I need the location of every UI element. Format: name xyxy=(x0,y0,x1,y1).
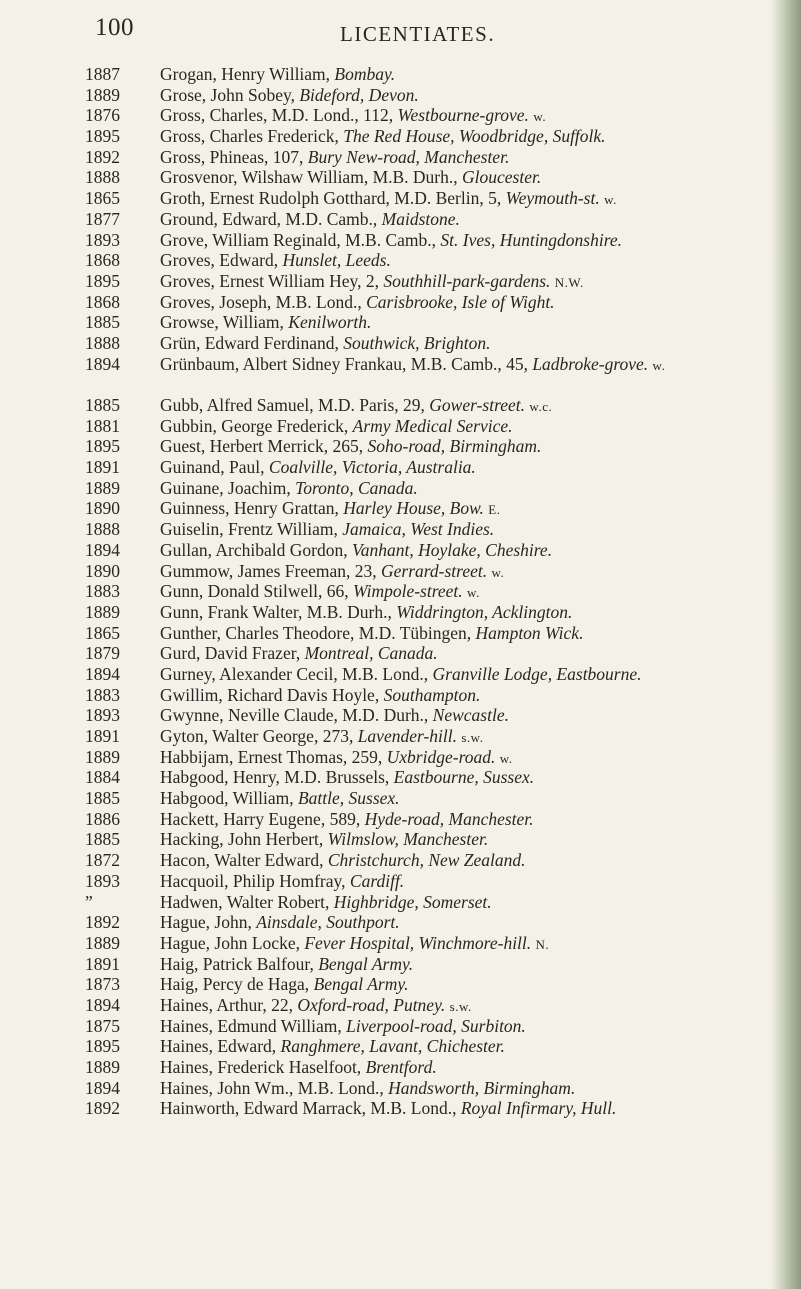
entry-name: Gunn, Frank Walter, M.B. Durh., xyxy=(160,601,392,622)
list-item xyxy=(0,685,801,706)
entry-year: 1865 xyxy=(85,188,120,209)
entry-year: 1890 xyxy=(85,560,120,581)
entry-year: 1894 xyxy=(85,539,120,560)
entry-year: 1891 xyxy=(85,457,120,478)
entry-name: Hague, John, xyxy=(160,912,252,933)
entry-name: Guinness, Henry Grattan, xyxy=(160,498,339,519)
list-item xyxy=(0,498,801,519)
entry-year: 1865 xyxy=(85,622,120,643)
entry-name: Gunther, Charles Theodore, M.D. Tübingen, xyxy=(160,622,472,643)
list-item xyxy=(0,540,801,561)
entry-text xyxy=(147,354,800,377)
entry-text xyxy=(147,230,800,251)
entry-address: Gerrard-street. xyxy=(380,560,488,581)
entry-text xyxy=(147,126,800,147)
list-item xyxy=(0,457,801,478)
entry-year: 1879 xyxy=(85,643,120,664)
entry-year: 1894 xyxy=(85,994,120,1015)
entry-address: Maidstone. xyxy=(381,208,460,229)
entry-year: 1884 xyxy=(85,767,120,788)
entry-address: Granville Lodge, Eastbourne. xyxy=(432,663,642,684)
entry-name: Grün, Edward Ferdinand, xyxy=(160,332,339,353)
page-edge-shadow xyxy=(771,0,801,1289)
entry-text xyxy=(147,685,800,706)
list-item xyxy=(0,395,801,416)
entry-text xyxy=(147,395,800,418)
entry-name: Hackett, Harry Eugene, 589, xyxy=(160,808,361,829)
entry-address: Vanhant, Hoylake, Cheshire. xyxy=(351,539,553,560)
entry-year: 1894 xyxy=(85,353,120,374)
entry-address: Hampton Wick. xyxy=(475,622,584,643)
entry-year: ” xyxy=(85,891,93,912)
list-item xyxy=(0,767,801,788)
entry-address: Bengal Army. xyxy=(318,953,414,974)
entry-year: 1888 xyxy=(85,519,120,540)
entry-name: Groves, Edward, xyxy=(160,250,279,271)
entry-name: Grosvenor, Wilshaw William, M.B. Durh., xyxy=(160,167,458,188)
entry-postal-district: s.w. xyxy=(449,998,472,1014)
list-item xyxy=(0,850,801,871)
entry-text xyxy=(147,498,800,521)
entry-text xyxy=(147,436,800,457)
list-item xyxy=(0,250,801,271)
entry-address: Gower-street. xyxy=(429,395,526,416)
entry-address: Westbourne-grove. xyxy=(397,105,529,126)
entry-address: Liverpool-road, Surbiton. xyxy=(346,1015,526,1036)
entry-year: 1895 xyxy=(85,126,120,147)
list-item xyxy=(0,271,801,292)
entry-name: Ground, Edward, M.D. Camb., xyxy=(160,208,378,229)
entry-name: Gyton, Walter George, 273, xyxy=(160,726,354,747)
entry-name: Groves, Ernest William Hey, 2, xyxy=(160,270,379,291)
list-item xyxy=(0,85,801,106)
list-item xyxy=(0,1016,801,1037)
entry-text xyxy=(147,850,800,871)
entry-name: Hainworth, Edward Marrack, M.B. Lond., xyxy=(160,1098,457,1119)
entry-address: Weymouth-st. xyxy=(505,188,600,209)
entry-text xyxy=(147,664,800,685)
entry-name: Habgood, William, xyxy=(160,788,294,809)
entry-postal-district: N.W. xyxy=(554,274,584,290)
list-item xyxy=(0,747,801,768)
entry-address: Cardiff. xyxy=(349,870,405,891)
entry-text xyxy=(147,333,800,354)
entry-text xyxy=(147,1057,800,1078)
entry-address: Handsworth, Birmingham. xyxy=(388,1077,576,1098)
entry-address: Royal Infirmary, Hull. xyxy=(460,1098,617,1119)
list-item xyxy=(0,788,801,809)
list-item xyxy=(0,1098,801,1119)
entry-name: Grogan, Henry William, xyxy=(160,64,331,84)
entry-address: Wimpole-street. xyxy=(352,581,463,602)
entry-year: 1893 xyxy=(85,229,120,250)
entry-year: 1868 xyxy=(85,291,120,312)
entry-text xyxy=(147,912,800,933)
entry-year: 1894 xyxy=(85,663,120,684)
entry-name: Groves, Joseph, M.B. Lond., xyxy=(160,291,362,312)
entry-name: Grünbaum, Albert Sidney Frankau, M.B. Camb., 45, xyxy=(160,353,528,374)
entry-text xyxy=(147,1036,800,1057)
list-item xyxy=(0,1078,801,1099)
entry-year: 1889 xyxy=(85,1057,120,1078)
entry-name: Gross, Charles, M.D. Lond., 112, xyxy=(160,105,394,126)
entry-name: Gwynne, Neville Claude, M.D. Durh., xyxy=(160,705,429,726)
entry-text xyxy=(147,954,800,975)
entry-year: 1895 xyxy=(85,1036,120,1057)
entry-address: Ainsdale, Southport. xyxy=(256,912,400,933)
entry-year: 1892 xyxy=(85,1098,120,1119)
entry-name: Haines, Edward, xyxy=(160,1036,277,1057)
entry-address: Uxbridge-road. xyxy=(386,746,496,767)
entry-address: Southampton. xyxy=(383,684,481,705)
entry-name: Haines, Frederick Haselfoot, xyxy=(160,1057,362,1078)
entry-year: 1892 xyxy=(85,146,120,167)
entry-year: 1872 xyxy=(85,850,120,871)
running-head: LICENTIATES. xyxy=(340,22,496,46)
entry-postal-district: w. xyxy=(467,585,480,601)
entry-text xyxy=(147,643,800,664)
list-item xyxy=(0,892,801,913)
entry-text xyxy=(147,747,800,770)
licentiates-list xyxy=(0,64,801,1119)
entry-address: Highbridge, Somerset. xyxy=(333,891,492,912)
entry-address: Widdrington, Acklington. xyxy=(396,601,573,622)
entry-year: 1894 xyxy=(85,1077,120,1098)
list-item xyxy=(0,354,801,395)
entry-text xyxy=(147,292,800,313)
entry-year: 1895 xyxy=(85,436,120,457)
list-item xyxy=(0,581,801,602)
entry-year: 1887 xyxy=(85,64,120,84)
entry-name: Guest, Herbert Merrick, 265, xyxy=(160,436,364,457)
entry-text xyxy=(147,478,800,499)
list-item xyxy=(0,478,801,499)
entry-year: 1889 xyxy=(85,932,120,953)
entry-name: Hacking, John Herbert, xyxy=(160,829,324,850)
entry-address: Carisbrooke, Isle of Wight. xyxy=(366,291,555,312)
entry-address: Jamaica, West Indies. xyxy=(342,519,495,540)
list-item xyxy=(0,705,801,726)
entry-name: Guiselin, Frentz William, xyxy=(160,519,338,540)
list-item xyxy=(0,147,801,168)
entry-year: 1885 xyxy=(85,788,120,809)
list-item xyxy=(0,312,801,333)
entry-address: Bengal Army. xyxy=(313,974,409,995)
entry-name: Haines, John Wm., M.B. Lond., xyxy=(160,1077,384,1098)
list-item xyxy=(0,167,801,188)
list-item xyxy=(0,933,801,954)
entry-text xyxy=(147,829,800,850)
entry-name: Guinane, Joachim, xyxy=(160,477,291,498)
entry-name: Haines, Edmund William, xyxy=(160,1015,342,1036)
entry-text xyxy=(147,809,800,830)
entry-year: 1888 xyxy=(85,332,120,353)
list-item xyxy=(0,643,801,664)
list-item xyxy=(0,995,801,1016)
list-item xyxy=(0,292,801,313)
entry-text xyxy=(147,602,800,623)
list-item xyxy=(0,188,801,209)
entry-text xyxy=(147,767,800,788)
entry-name: Gummow, James Freeman, 23, xyxy=(160,560,377,581)
entry-address: The Red House, Woodbridge, Suffolk. xyxy=(343,126,606,147)
entry-name: Gwillim, Richard Davis Hoyle, xyxy=(160,684,380,705)
entry-text xyxy=(147,705,800,726)
entry-postal-district: w. xyxy=(491,564,505,580)
list-item xyxy=(0,230,801,251)
entry-name: Gurd, David Frazer, xyxy=(160,643,301,664)
entry-name: Gullan, Archibald Gordon, xyxy=(160,539,348,560)
entry-name: Gunn, Donald Stilwell, 66, xyxy=(160,581,349,602)
entry-year: 1875 xyxy=(85,1015,120,1036)
entry-year: 1889 xyxy=(85,477,120,498)
entry-year: 1889 xyxy=(85,84,120,105)
list-item xyxy=(0,726,801,747)
entry-text xyxy=(147,312,800,333)
list-item xyxy=(0,561,801,582)
entry-name: Gross, Charles Frederick, xyxy=(160,126,339,147)
entry-postal-district: N. xyxy=(535,936,550,952)
list-item xyxy=(0,954,801,975)
entry-name: Gross, Phineas, 107, xyxy=(160,146,304,167)
entry-address: Eastbourne, Sussex. xyxy=(393,767,535,788)
entry-text xyxy=(147,167,800,188)
entry-name: Guinand, Paul, xyxy=(160,457,265,478)
entry-address: St. Ives, Huntingdonshire. xyxy=(440,229,623,250)
entry-text xyxy=(147,933,800,956)
entry-year: 1877 xyxy=(85,208,120,229)
entry-name: Hacon, Walter Edward, xyxy=(160,850,324,871)
entry-postal-district: w. xyxy=(604,192,617,208)
entry-year: 1892 xyxy=(85,912,120,933)
entry-year: 1890 xyxy=(85,498,120,519)
list-item xyxy=(0,333,801,354)
entry-year: 1868 xyxy=(85,250,120,271)
list-item xyxy=(0,1057,801,1078)
entry-text xyxy=(147,271,800,294)
list-item xyxy=(0,602,801,623)
entry-text xyxy=(147,64,800,85)
entry-text xyxy=(147,519,800,540)
entry-address: Ladbroke-grove. xyxy=(532,353,649,374)
list-item xyxy=(0,912,801,933)
entry-name: Groth, Ernest Rudolph Gotthard, M.D. Berlin, 5, xyxy=(160,188,502,209)
entry-year: 1893 xyxy=(85,870,120,891)
page-number: 100 xyxy=(95,14,134,41)
entry-name: Habgood, Henry, M.D. Brussels, xyxy=(160,767,390,788)
entry-year: 1885 xyxy=(85,395,120,416)
entry-address: Soho-road, Birmingham. xyxy=(367,436,542,457)
entry-name: Gubbin, George Frederick, xyxy=(160,415,349,436)
page-header xyxy=(0,0,801,60)
list-item xyxy=(0,64,801,85)
list-item xyxy=(0,664,801,685)
entry-text xyxy=(147,581,800,604)
entry-year: 1885 xyxy=(85,829,120,850)
list-item xyxy=(0,1036,801,1057)
entry-address: Bombay. xyxy=(334,64,396,84)
entry-year: 1891 xyxy=(85,953,120,974)
entry-address: Bideford, Devon. xyxy=(299,84,419,105)
entry-address: Southhill-park-gardens. xyxy=(383,270,551,291)
entry-address: Montreal, Canada. xyxy=(304,643,438,664)
list-item xyxy=(0,126,801,147)
entry-year: 1888 xyxy=(85,167,120,188)
entry-text xyxy=(147,1016,800,1037)
entry-address: Southwick, Brighton. xyxy=(343,332,491,353)
entry-address: Coalville, Victoria, Australia. xyxy=(268,457,476,478)
entry-name: Gubb, Alfred Samuel, M.D. Paris, 29, xyxy=(160,395,425,416)
entry-postal-district: w. xyxy=(499,750,513,766)
entry-address: Hyde-road, Manchester. xyxy=(364,808,534,829)
entry-year: 1876 xyxy=(85,105,120,126)
entry-text xyxy=(147,250,800,271)
entry-name: Hadwen, Walter Robert, xyxy=(160,891,330,912)
entry-year: 1873 xyxy=(85,974,120,995)
entry-address: Wilmslow, Manchester. xyxy=(327,829,489,850)
entry-address: Harley House, Bow. xyxy=(343,498,484,519)
entry-address: Gloucester. xyxy=(462,167,542,188)
list-item xyxy=(0,436,801,457)
entry-text xyxy=(147,995,800,1018)
entry-address: Kenilworth. xyxy=(288,312,372,333)
list-item xyxy=(0,105,801,126)
list-item xyxy=(0,974,801,995)
entry-year: 1883 xyxy=(85,684,120,705)
entry-text xyxy=(147,105,800,128)
entry-year: 1895 xyxy=(85,270,120,291)
entry-address: Fever Hospital, Winchmore-hill. xyxy=(304,932,532,953)
entry-year: 1886 xyxy=(85,808,120,829)
entry-address: Battle, Sussex. xyxy=(297,788,400,809)
entry-name: Grove, William Reginald, M.B. Camb., xyxy=(160,229,437,250)
entry-text xyxy=(147,188,800,211)
entry-year: 1891 xyxy=(85,726,120,747)
entry-address: Newcastle. xyxy=(432,705,509,726)
list-item xyxy=(0,416,801,437)
entry-text xyxy=(147,892,800,913)
entry-postal-district: w. xyxy=(652,357,666,373)
entry-text xyxy=(147,623,800,644)
entry-text xyxy=(147,85,800,106)
entry-year: 1881 xyxy=(85,415,120,436)
entry-address: Army Medical Service. xyxy=(352,415,513,436)
entry-address: Brentford. xyxy=(365,1057,437,1078)
entry-text xyxy=(147,147,800,168)
entry-text xyxy=(147,540,800,561)
entry-year: 1885 xyxy=(85,312,120,333)
entry-name: Hague, John Locke, xyxy=(160,932,300,953)
entry-name: Haig, Patrick Balfour, xyxy=(160,953,314,974)
entry-text xyxy=(147,788,800,809)
entry-address: Christchurch, New Zealand. xyxy=(327,850,526,871)
entry-text xyxy=(147,209,800,230)
entry-name: Haig, Percy de Haga, xyxy=(160,974,310,995)
entry-address: Ranghmere, Lavant, Chichester. xyxy=(280,1036,505,1057)
entry-text xyxy=(147,974,800,995)
entry-name: Hacquoil, Philip Homfray, xyxy=(160,870,346,891)
entry-name: Growse, William, xyxy=(160,312,284,333)
list-item xyxy=(0,519,801,540)
entry-text xyxy=(147,1078,800,1099)
list-item xyxy=(0,809,801,830)
entry-text xyxy=(147,1098,800,1119)
entry-name: Gurney, Alexander Cecil, M.B. Lond., xyxy=(160,663,429,684)
entry-postal-district: w. xyxy=(533,109,547,125)
entry-postal-district: s.w. xyxy=(461,730,484,746)
list-item xyxy=(0,871,801,892)
entry-year: 1889 xyxy=(85,601,120,622)
entry-text xyxy=(147,561,800,584)
entry-address: Oxford-road, Putney. xyxy=(297,994,446,1015)
entry-year: 1883 xyxy=(85,581,120,602)
list-item xyxy=(0,209,801,230)
list-item xyxy=(0,829,801,850)
entry-address: Bury New-road, Manchester. xyxy=(307,146,510,167)
entry-name: Haines, Arthur, 22, xyxy=(160,994,293,1015)
entry-year: 1893 xyxy=(85,705,120,726)
entry-address: Hunslet, Leeds. xyxy=(282,250,391,271)
entry-name: Habbijam, Ernest Thomas, 259, xyxy=(160,746,383,767)
entry-name: Grose, John Sobey, xyxy=(160,84,295,105)
entry-text xyxy=(147,457,800,478)
entry-text xyxy=(147,726,800,749)
entry-text xyxy=(147,416,800,437)
entry-postal-district: w.c. xyxy=(529,399,553,415)
entry-text xyxy=(147,871,800,892)
entry-postal-district: E. xyxy=(488,502,501,518)
entry-address: Lavender-hill. xyxy=(357,726,457,747)
entry-year: 1889 xyxy=(85,746,120,767)
list-item xyxy=(0,623,801,644)
entry-address: Toronto, Canada. xyxy=(295,477,418,498)
